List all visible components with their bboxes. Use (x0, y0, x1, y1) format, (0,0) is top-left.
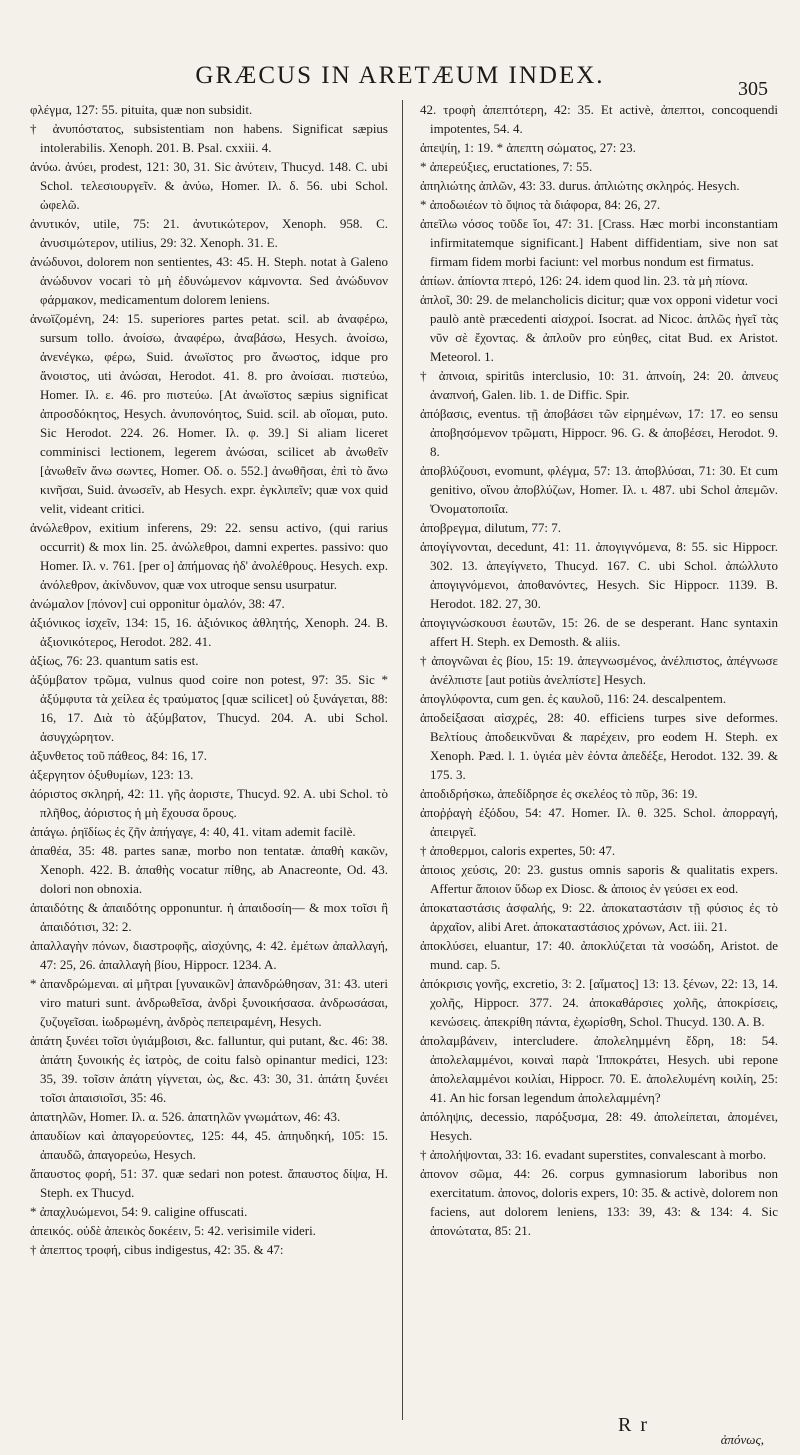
index-entry: ἀποκαταστάσις ἀσφαλής, 9: 22. ἀποκαταστάσιν τῇ φύσιος ἐς τὸ ἀρχαῖον, alibi Aret. ἀποκαταστάσιος χρόνων, Act. iii. 21. (420, 900, 778, 934)
index-entry: * ἀποδωιέων τὸ ὄψιος τὰ διάφορα, 84: 26, 27. (420, 197, 661, 212)
catchword: ἀπόνως, (720, 1432, 764, 1447)
index-entry: ἀπογίγνονται, decedunt, 41: 11. ἀπογιγνόμενα, 8: 55. sic Hippocr. 302. 13. ἀπεγίγνετο, Thucyd. 167. C. ubi Schol. ἀπώλλυτο ἀπογιγνόμενοι, ἀποθανόντες, Hesych. Sic Hippocr. 1139. B. Herodot. 182. 27, 30. (420, 539, 778, 611)
index-entry: ἀποβρεγμα, dilutum, 77: 7. (420, 520, 562, 535)
index-entry: ἀπλοῖ, 30: 29. de melancholicis dicitur; quæ vox opponi videtur voci paulò antè præcedenti αἰσχροί. Isocrat. ad Nicoc. ἀπλῶς ἡγεῖ τὰς νῦν σὲ ἔχοντας. & ἀπλοῦν pro εὐηθες, citat Bud. ex Aristot. Meteorol. 1. (420, 292, 778, 364)
index-entry: ἀπαιδότης & ἀπαιδότης opponuntur. ἡ ἀπαιδοσίη— & mox τοῖσι ἢ ἀπαιδότισι, 32: 2. (30, 900, 388, 934)
index-entry: ἀνώλεθρον, exitium inferens, 29: 22. sensu activo, (qui rarius occurrit) & mox lin. 25. ἀνώλεθροι, damni expertes. passivo: quo Homer. Iλ. ν. 761. [per ο] ἀπήμονας ἠδ' ἀνολέθρους. Hesych. exp. ἀνόλεθρον, ἀκίνδυνον, quæ vox utroque sensu usurpatur. (30, 520, 388, 592)
index-entry: ἀποκλύσει, eluantur, 17: 40. ἀποκλύζεται τὰ νοσώδη, Aristot. de mund. cap. 5. (420, 938, 778, 972)
index-entry: φλέγμα, 127: 55. pituita, quæ non subsidit. (30, 102, 253, 117)
index-entry: ἀποῤῥαγὴ ἐξόδου, 54: 47. Homer. Iλ. θ. 325. Schol. ἀπορραγή, ἀπειργεῖ. (420, 805, 778, 839)
index-entry: ἀποδείξασαι αἰσχρές, 28: 40. efficiens turpes sive deformes. Βελτίους ἀποδεικνῦναι & παρέχειν, pro eodem H. Steph. ex Xenoph. Pæd. l. 1. ὑγιέα μὲν ἐόντα ἀπεδέξε, Herodot. 132. 39. & 175. 3. (420, 710, 778, 782)
index-entry: * ἀπαχλυώμενοι, 54: 9. caligine offuscati. (30, 1204, 248, 1219)
index-entry: ἀπατηλῶν, Homer. Iλ. α. 526. ἀπατηλῶν γνωμάτων, 46: 43. (30, 1109, 341, 1124)
index-entry: * ἀπερεύξιες, eructationes, 7: 55. (420, 159, 593, 174)
index-entry: ἀπάγω. ῥηϊδίως ἐς ζῆν ἀπήγαγε, 4: 40, 41. vitam ademit facilè. (30, 824, 356, 839)
index-entry: ἀξυνθετος τοῦ πάθεος, 84: 16, 17. (30, 748, 207, 763)
index-entry: † ἀποθερμοι, caloris expertes, 50: 47. (420, 843, 616, 858)
index-entry: † ἀνυπόστατος, subsistentiam non habens. Significat sæpius intolerabilis. Xenoph. 201. B. Psal. cxxiii. 4. (30, 121, 388, 155)
page-number: 305 (738, 78, 768, 100)
index-entry: ἀνώδυνοι, dolorem non sentientes, 43: 45. H. Steph. notat à Galeno ἀνώδυνον vocari τὸ μὴ ἐδυνώμενον κάμνοντα. Sed ἀνώδυνον φάρμακον, medicamentum dolorem leniens. (30, 254, 388, 307)
column-divider (402, 100, 403, 1420)
index-entry: † ἀπνοια, spiritûs interclusio, 10: 31. ἀπνοίη, 24: 20. ἀπνευς ἀναπνοή, Galen. lib. 1. de Diffic. Spir. (420, 368, 778, 402)
index-entry: ἀπόκρισις γονῆς, excretio, 3: 2. [αἵματος] 13: 13. ξένων, 22: 13, 14. χολῆς, Hippocr. 377. 24. ἀποκαθάρσιες χολῆς, ἀποκρίσεις, κενώσεις. ἀπεκρίθη πάντα, ἐχωρίσθη, Schol. Thucyd. 130. A. B. (420, 976, 778, 1029)
index-entry: ἀξύμβατον τρῶμα, vulnus quod coire non potest, 97: 35. Sic * ἀξύμφυτα τὰ χείλεα ἐς τραύματος [quæ scilicet] οὐ ξυνάγεται, 88: 16, 17. Διὰ τὸ ἀξύμβατον, Thucyd. 204. A. ubi Schol. ἀσυγχώρητον. (30, 672, 388, 744)
index-entry: ἀξίως, 76: 23. quantum satis est. (30, 653, 199, 668)
index-entry: ἄπαυστος φορή, 51: 37. quæ sedari non potest. ἄπαυστος δίψα, H. Steph. ex Thucyd. (30, 1166, 388, 1200)
index-entry: † ἀπογνῶναι ἐς βίου, 15: 19. ἀπεγνωσμένος, ἀνέλπιστος, ἀπέγνωσε ἀνέλπιστε [aut potiùs ἀνελπίστε] Hesych. (420, 653, 778, 687)
index-entry: ἀπεψίη, 1: 19. * ἀπεπτη σώματος, 27: 23. (420, 140, 636, 155)
index-entry: ἀπόληψις, decessio, παρόξυσμα, 28: 49. ἀπολείπεται, ἀπομένει, Hesych. (420, 1109, 778, 1143)
left-column (28, 100, 388, 1259)
index-entry: ἀόριστος σκληρή, 42: 11. γῆς ἀοριστε, Thucyd. 92. A. ubi Schol. τὸ πλῆθος, ἀόριστος ἡ μὴ ἔχουσα ὅρους. (30, 786, 388, 820)
index-entry: ἀπόβασις, eventus. τῇ ἀποβάσει τῶν εἰρημένων, 17: 17. eo sensu ἀποβησόμενον τρῶματι, Hippocr. 96. G. & ἀποβέσει, Herodot. 9. 8. (420, 406, 778, 459)
index-entry: ἀπολαμβάνειν, intercludere. ἀπολελημμένη ἔδρη, 18: 54. ἀπολελαμμένοι, κοιναὶ παρὰ Ἱπποκράτει, Hesych. ubi repone ἀπολελαμμένοι κοιλίαι, Hippocr. 70. E. ἀπολελυμένη κοιλίη, 25: 41. An hic forsan legendum ἀπολελαμμένη? (420, 1033, 778, 1105)
index-entry: 42. τροφὴ ἀπεπτότερη, 42: 35. Et activè, ἀπεπτοι, concoquendi impotentes, 54. 4. (420, 102, 778, 136)
index-entry: ἀπηλιώτης ἀπλῶν, 43: 33. durus. ἀπλιώτης σκληρός. Hesych. (420, 178, 740, 193)
index-entry: ἀπάτη ξυνέει τοῖσι ὑγιάμβοισι, &c. falluntur, qui putant, &c. 46: 38. ἀπάτη ξυνοικής ἐς ἰατρὸς, de coitu falsò opinantur medici, 123: 35, 39. τοῖσιν ἀπάτη γίγνεται, ὡς, &c. 43: 30, 31. ἀπάτη ξυνέει τοῖσι ἀπαισιοῖσι, 35: 46. (30, 1033, 388, 1105)
index-entry: ἀποιος χεύσις, 20: 23. gustus omnis saporis & qualitatis expers. Affertur ἄποιον ὕδωρ ex Diosc. & ἀποιος ἐν γεύσει ex eod. (420, 862, 778, 896)
index-entry: † ἀπολήψονται, 33: 16. evadant superstites, convalescant à morbo. (420, 1147, 767, 1162)
index-entry: ἀπογιγνώσκουσι ἑωυτῶν, 15: 26. de se desperant. Hanc syntaxin affert H. Steph. ex Demosth. & aliis. (420, 615, 778, 649)
index-entry: ἀπίων. ἀπίοντα πτερό, 126: 24. idem quod lin. 23. τὰ μὴ πίονα. (420, 273, 748, 288)
index-entry: ἀξιόνικος ἰσχεῖν, 134: 15, 16. ἀξιόνικος ἀθλητής, Xenoph. 24. B. ἀξιονικότερος, Herodot. 282. 41. (30, 615, 388, 649)
right-column (418, 100, 778, 1240)
running-head: GRÆCUS IN ARETÆUM INDEX. (195, 62, 605, 89)
index-entry: ἀπαθέα, 35: 48. partes sanæ, morbo non tentatæ. ἀπαθὴ κακῶν, Xenoph. 422. B. ἀπαθὴς vocatur πίθης, ab Anacreonte, Od. 43. dolori non obnoxia. (30, 843, 388, 896)
index-entry: ἀπογλύφοντα, cum gen. ἐς καυλοῦ, 116: 24. descalpentem. (420, 691, 727, 706)
signature-mark: R r (618, 1414, 649, 1436)
index-entry: ἀπαυδίων καὶ ἀπαγορεύοντες, 125: 44, 45. ἀπηυδηκή, 105: 15. ἀπαυδῶ, ἀπαγορεύω, Hesych. (30, 1128, 388, 1162)
index-entry: ἀπονον σῶμα, 44: 26. corpus gymnasiorum laboribus non exercitatum. ἀπονος, doloris expers, 10: 35. & activè, dolorem non faciens, aut dolorem leniens, 133: 39, 43: & 134: 4. Sic ἀπονώτατα, 85: 21. (420, 1166, 778, 1238)
index-entry: ἀπεικός. οὐδὲ ἀπεικὸς δοκέειν, 5: 42. verisimile videri. (30, 1223, 316, 1238)
index-entry: ἀξεργητον ὀξυθυμίων, 123: 13. (30, 767, 194, 782)
index-entry: ἀπαλλαγὴν πόνων, διαστροφῆς, αἰσχύνης, 4: 42. ἐμέτων ἀπαλλαγή, 47: 25, 26. ἀπαλλαγὴ βίου, Hippocr. 1234. A. (30, 938, 388, 972)
index-entry: ἀνωϊζομένη, 24: 15. superiores partes petat. scil. ab ἀναφέρω, sursum tollo. ἀνοίσω, ἀναφέρω, ἀναβάσω, Hesych. ἀνοίσω, ἀνενέγκω, φέρω, Suid. ἀνωϊστος pro ἄνωστος, idque pro ἄνοιστος, uti ἀνώσαι, Herodot. 41. 8. pro ἀνοίσαι. πιστεύω, Homer. Iλ. ε. 46. pro πιστεύω. [At ἀνωϊστος sæpius significat ἀπροσδόκητος, Hesych. ἀνυπονόητος, Suid. scil. ab οἴομαι, puto. Sic Herodot. 224. 26. Homer. Iλ. φ. 39.] Si aliam liceret comminisci lectionem, legerem ἀνώσαι, scilicet ab ἀνωθεῖν [ἀνωθεῖν ἄνω σωντες, Homer. Oδ. ο. 552.] ἀνωθῆσαι, ἐπὶ τὸ ἄνω κινῆσαι, Suid. ἀνωσεῖν, ab Hesych. expr. ἐγκλιπεῖν; quæ vox quid velit, videant critici. (30, 311, 388, 516)
index-entry: ἀποδιδρήσκω, ἀπεδίδρησε ἐς σκελέος τὸ πῦρ, 36: 19. (420, 786, 698, 801)
index-entry: † ἀπεπτος τροφή, cibus indigestus, 42: 35. & 47: (30, 1242, 284, 1257)
index-entry: ἀνύω. ἀνύει, prodest, 121: 30, 31. Sic ἀνύτειν, Thucyd. 148. C. ubi Schol. τελεσιουργεῖν. & ἀνύω, Homer. Iλ. δ. 56. ubi Schol. ὠφελῶ. (30, 159, 388, 212)
index-entry: ἀνώμαλον [πόνον] cui opponitur ὁμαλόν, 38: 47. (30, 596, 285, 611)
index-entry: ἀποβλύζουσι, evomunt, φλέγμα, 57: 13. ἀποβλύσαι, 71: 30. Et cum genitivo, οἴνου ἀποβλύζων, Homer. Iλ. ι. 487. ubi Schol ἀπεμῶν. Ὀνοματοποιΐα. (420, 463, 778, 516)
index-entry: * ἀπανδρώμεναι. αἱ μῆτραι [γυναικῶν] ἀπανδρώθησαν, 31: 43. uteri viro maturi sunt. ἀνδρωθεῖσα, ἀνδρὶ ξυνοικήσασα. ἀνδρωσάσαι, ζυζυγεῖσαι. ἰωδρωμένη, ἀνδρὸς πεπειραμένη, Hesych. (30, 976, 388, 1029)
index-entry: ἀνυτικόν, utile, 75: 21. ἀνυτικώτερον, Xenoph. 958. C. ἀνυσιμώτερον, utilius, 29: 32. Xenoph. 31. E. (30, 216, 388, 250)
index-entry: ἀπεῖλω νόσος τοῦδε ἴοι, 47: 31. [Crass. Hæc morbi inconstantiam infirmitatemque significant.] Habent diffidentiam, sive non sat firmam fidem morbi faciunt: vel morbus nondum est firmatus. (420, 216, 778, 269)
